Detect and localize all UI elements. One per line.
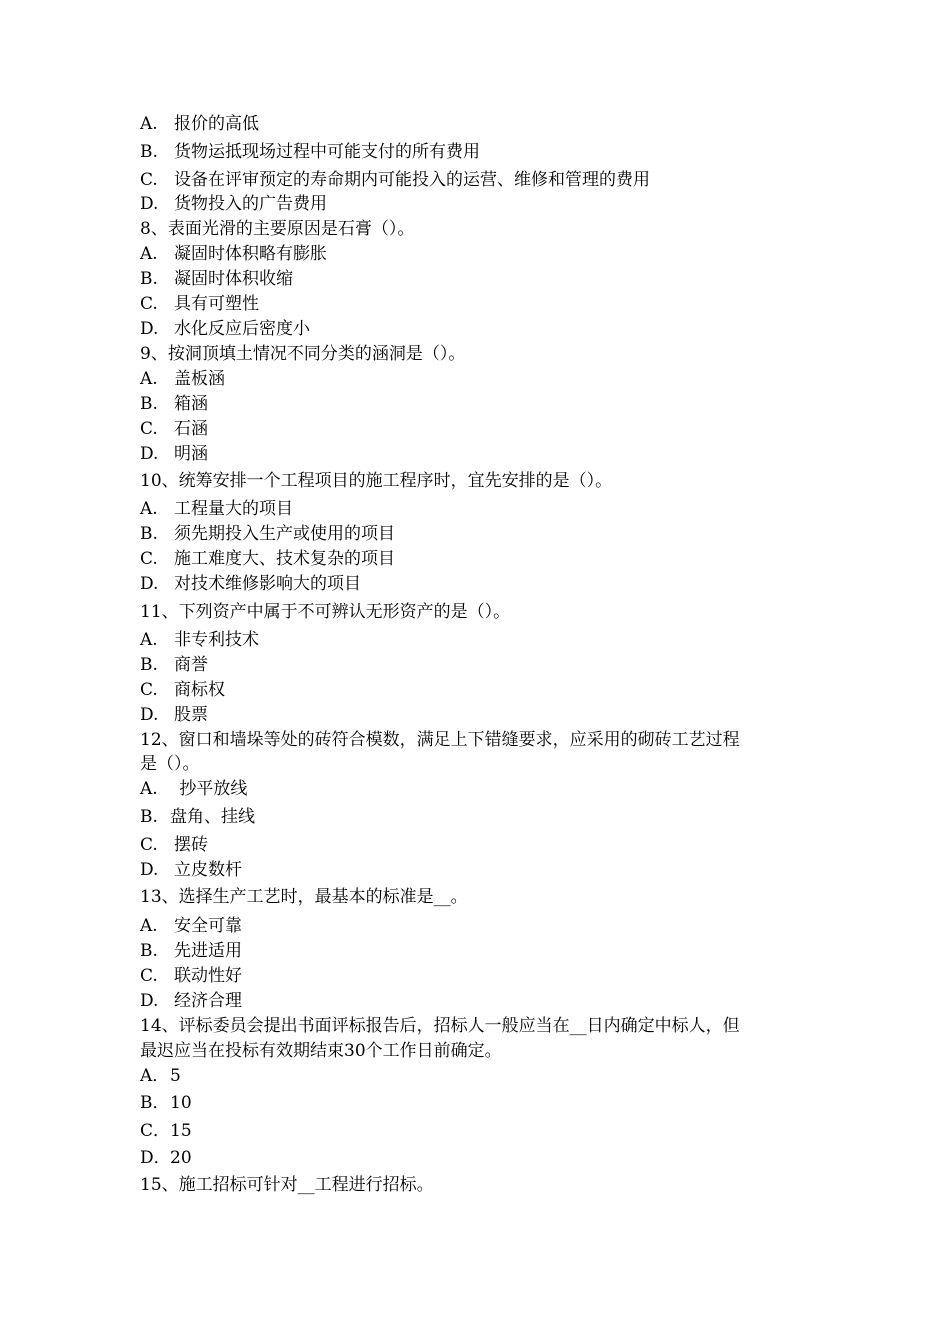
option-label: B. [140, 394, 158, 414]
option-text: 先进适用 [174, 941, 242, 961]
q10-option-b [140, 523, 830, 545]
option-label: A. [140, 369, 158, 389]
q11-option-a [140, 629, 830, 651]
q9-option-d [140, 443, 830, 465]
q9-option-a [140, 368, 830, 390]
q8-option-d [140, 318, 830, 340]
q12-stem-line-2: 是（）。 [140, 754, 200, 774]
q13-option-b [140, 940, 830, 962]
option-label: D. [140, 705, 159, 725]
option-text: 盖板涵 [174, 369, 225, 389]
q9-option-b [140, 393, 830, 415]
option-text: 股票 [174, 705, 208, 725]
q12-option-c [140, 834, 830, 856]
q11-option-b [140, 654, 830, 676]
option-text: 明涵 [174, 444, 208, 464]
q12-stem-line-1: 12、窗口和墙垛等处的砖符合模数，满足上下错缝要求，应采用的砌砖工艺过程 [140, 730, 740, 750]
q7-option-a [140, 113, 830, 135]
option-text: 联动性好 [174, 966, 242, 986]
option-label: B. [140, 524, 158, 544]
q11-option-c [140, 679, 830, 701]
q9-option-c [140, 418, 830, 440]
q14-option-b [140, 1092, 830, 1114]
option-text: 摆砖 [174, 835, 208, 855]
q13-stem: 13、选择生产工艺时，最基本的标准是__。 [140, 887, 468, 907]
option-label: A. [140, 630, 158, 650]
option-text: 5 [170, 1066, 181, 1086]
q13-option-c [140, 965, 830, 987]
q14-stem-line-2: 最迟应当在投标有效期结束30个工作日前确定。 [140, 1041, 502, 1061]
q7-option-c [140, 169, 830, 191]
option-label: D. [140, 444, 159, 464]
option-text: 抄平放线 [174, 779, 248, 799]
option-label: A． [140, 1066, 170, 1086]
option-text: 工程量大的项目 [174, 499, 293, 519]
q11-stem: 11、下列资产中属于不可辨认无形资产的是（）。 [140, 602, 511, 622]
q8-option-a [140, 243, 830, 265]
option-text: 10 [170, 1093, 192, 1113]
option-text: 盘角、挂线 [170, 807, 255, 827]
option-text: 须先期投入生产或使用的项目 [174, 524, 395, 544]
option-label: B. [140, 807, 158, 827]
option-label: B. [140, 655, 158, 675]
option-label: D. [140, 319, 159, 339]
option-label: A. [140, 244, 158, 264]
q7-option-b [140, 141, 830, 163]
option-text: 经济合理 [174, 991, 242, 1011]
option-text: 箱涵 [174, 394, 208, 414]
q9-stem: 9、按洞顶填土情况不同分类的涵洞是（）。 [140, 344, 466, 364]
option-label: A. [140, 779, 158, 799]
option-text: 具有可塑性 [174, 294, 259, 314]
option-label: B. [140, 941, 158, 961]
q10-stem: 10、统筹安排一个工程项目的施工程序时，宜先安排的是（）。 [140, 471, 613, 491]
option-text: 立皮数杆 [174, 860, 242, 880]
q15-stem: 15、施工招标可针对__工程进行招标。 [140, 1175, 434, 1195]
option-text: 商誉 [174, 655, 208, 675]
option-text: 货物运抵现场过程中可能支付的所有费用 [174, 142, 480, 162]
option-label: B. [140, 142, 158, 162]
option-text: 货物投入的广告费用 [174, 194, 327, 214]
option-text: 石涵 [174, 419, 208, 439]
q11-option-d [140, 704, 830, 726]
option-label: C. [140, 549, 158, 569]
option-text: 对技术维修影响大的项目 [174, 574, 361, 594]
option-label: B． [140, 1093, 170, 1113]
option-label: D. [140, 574, 159, 594]
q8-option-b [140, 268, 830, 290]
option-label: C. [140, 835, 158, 855]
option-label: C. [140, 170, 158, 190]
q7-option-d [140, 193, 830, 215]
q12-option-a [140, 778, 830, 800]
option-label: C. [140, 294, 158, 314]
option-label: C. [140, 419, 158, 439]
option-text: 安全可靠 [174, 916, 242, 936]
q14-option-d [140, 1147, 830, 1169]
option-label: D. [140, 991, 159, 1011]
option-label: D. [140, 194, 159, 214]
q8-stem: 8、表面光滑的主要原因是石膏（）。 [140, 219, 415, 239]
option-label: D. [140, 860, 159, 880]
option-label: D． [140, 1148, 171, 1168]
option-text: 15 [170, 1121, 192, 1141]
q8-option-c [140, 293, 830, 315]
q14-option-c [140, 1120, 830, 1142]
q14-stem-line-1: 14、评标委员会提出书面评标报告后，招标人一般应当在__日内确定中标人，但 [140, 1016, 740, 1036]
option-text: 水化反应后密度小 [174, 319, 310, 339]
option-text: 报价的高低 [174, 114, 259, 134]
option-text: 20 [170, 1148, 192, 1168]
q14-option-a [140, 1065, 830, 1087]
q10-option-d [140, 573, 830, 595]
option-label: C. [140, 966, 158, 986]
option-text: 凝固时体积收缩 [174, 269, 293, 289]
option-text: 施工难度大、技术复杂的项目 [174, 549, 395, 569]
q13-option-d [140, 990, 830, 1012]
q13-option-a [140, 915, 830, 937]
option-text: 凝固时体积略有膨胀 [174, 244, 327, 264]
q12-option-d [140, 859, 830, 881]
option-label: A. [140, 114, 158, 134]
option-label: C． [140, 1121, 171, 1141]
q10-option-a [140, 498, 830, 520]
q12-option-b [140, 806, 830, 828]
option-text: 设备在评审预定的寿命期内可能投入的运营、维修和管理的费用 [174, 170, 650, 190]
option-label: C. [140, 680, 158, 700]
option-label: A. [140, 916, 158, 936]
option-label: B. [140, 269, 158, 289]
option-text: 非专利技术 [174, 630, 259, 650]
option-label: A. [140, 499, 158, 519]
q10-option-c [140, 548, 830, 570]
option-text: 商标权 [174, 680, 225, 700]
